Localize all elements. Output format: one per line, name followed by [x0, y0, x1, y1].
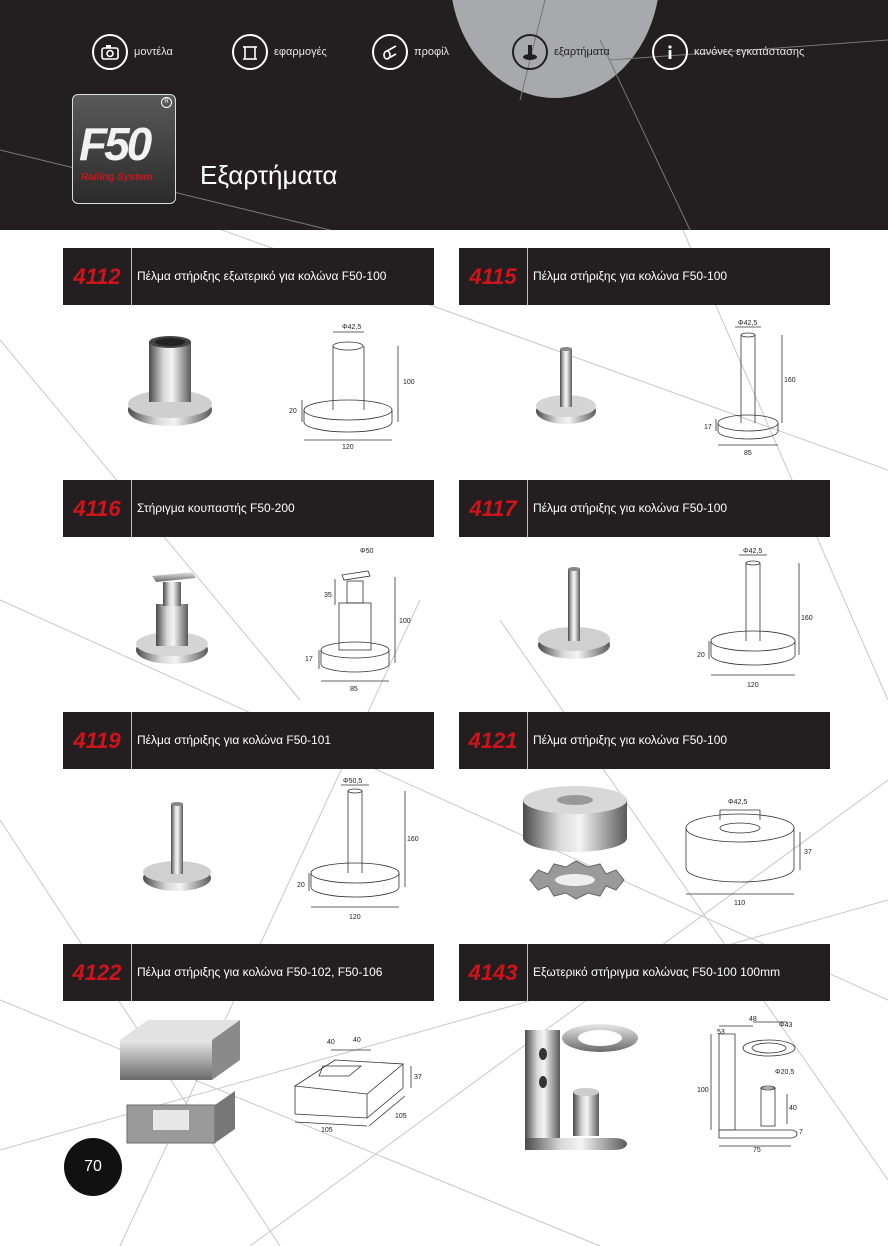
dimension-label: Φ42,5 — [342, 324, 362, 331]
product-photo-4112 — [125, 330, 225, 435]
product-header-4119 — [63, 712, 434, 769]
f50-logo — [72, 94, 176, 204]
product-code: 4121 — [459, 712, 528, 769]
dimension-label: Φ42,5 — [728, 799, 748, 806]
product-photo-4143 — [515, 1010, 645, 1160]
product-drawing-4117 — [695, 545, 815, 695]
product-title: Εξωτερικό στήριγμα κολώνας F50-100 100mm — [533, 965, 781, 979]
product-drawing-4122 — [285, 1030, 430, 1135]
dimension-label: 105 — [395, 1113, 407, 1120]
product-photo-4122 — [115, 1010, 245, 1155]
product-drawing-4119 — [295, 775, 420, 925]
dimension-label: 53 — [717, 1029, 725, 1036]
product-header-4117 — [459, 480, 830, 537]
dimension-label: 160 — [784, 377, 796, 384]
top-nav — [0, 30, 888, 74]
page-title: Εξαρτήματα — [200, 160, 338, 190]
dimension-label: 110 — [734, 900, 746, 907]
dimension-label: Φ50 — [360, 548, 374, 555]
product-drawing-4121 — [680, 790, 825, 910]
product-header-4116 — [63, 480, 434, 537]
nav-applications[interactable] — [232, 30, 327, 74]
logo-subtext: Railing System — [81, 172, 153, 183]
dimension-label: 37 — [804, 849, 812, 856]
product-code: 4117 — [459, 480, 528, 537]
product-title: Στήριγμα κουπαστής F50-200 — [137, 501, 295, 515]
nav-label: προφίλ — [414, 46, 450, 58]
product-code: 4112 — [63, 248, 132, 305]
nav-label: μοντέλα — [134, 46, 173, 58]
nav-profiles[interactable] — [372, 30, 449, 74]
dimension-label: 40 — [353, 1037, 361, 1044]
camera-icon — [92, 34, 128, 70]
fitting-icon — [512, 34, 548, 70]
nav-label: εφαρμογές — [274, 46, 327, 58]
dimension-label: Φ50,5 — [343, 778, 363, 785]
product-title: Πέλμα στήριξης για κολώνα F50-100 — [533, 501, 728, 515]
dimension-label: 40 — [327, 1039, 335, 1046]
dimension-label: 75 — [753, 1147, 761, 1152]
product-photo-4121 — [515, 780, 635, 920]
dimension-label: 120 — [349, 914, 361, 921]
product-title: Πέλμα στήριξης για κολώνα F50-102, F50-106 — [137, 965, 383, 979]
info-icon — [652, 34, 688, 70]
nav-label: εξαρτήματα — [554, 46, 610, 58]
logo-text: F50 — [79, 118, 150, 170]
product-drawing-4143 — [695, 1012, 815, 1152]
dimension-label: 48 — [749, 1016, 757, 1023]
registered-mark: R — [161, 97, 172, 108]
product-code: 4122 — [63, 944, 132, 1001]
nav-models[interactable] — [92, 30, 173, 74]
dimension-label: 85 — [350, 686, 358, 693]
railing-icon — [232, 34, 268, 70]
product-header-4121 — [459, 712, 830, 769]
dimension-label: 35 — [324, 592, 332, 599]
dimension-label: Φ42,5 — [743, 548, 763, 555]
product-code: 4115 — [459, 248, 528, 305]
product-photo-4117 — [530, 565, 625, 670]
product-title: Πέλμα στήριξης για κολώνα F50-100 — [533, 269, 728, 283]
profile-tube-icon — [372, 34, 408, 70]
dimension-label: 100 — [403, 379, 415, 386]
dimension-label: 20 — [697, 652, 705, 659]
page-header — [0, 0, 888, 230]
dimension-label: Φ42,5 — [738, 320, 758, 327]
dimension-label: 37 — [414, 1074, 422, 1081]
dimension-label: 40 — [789, 1105, 797, 1112]
product-code: 4143 — [459, 944, 528, 1001]
product-drawing-4115 — [700, 315, 810, 460]
nav-fittings[interactable] — [512, 30, 610, 74]
dimension-label: 100 — [697, 1087, 709, 1094]
product-photo-4116 — [130, 560, 220, 670]
page-number: 70 — [64, 1138, 122, 1196]
product-photo-4119 — [135, 800, 230, 900]
product-drawing-4112 — [285, 318, 425, 453]
dimension-label: 17 — [305, 656, 313, 663]
product-code: 4119 — [63, 712, 132, 769]
dimension-label: 120 — [342, 444, 354, 451]
product-header-4122 — [63, 944, 434, 1001]
product-header-4143 — [459, 944, 830, 1001]
dimension-label: 85 — [744, 450, 752, 457]
dimension-label: 105 — [321, 1127, 333, 1134]
product-photo-4115 — [530, 345, 610, 430]
nav-installation-rules[interactable] — [652, 30, 804, 74]
dimension-label: 160 — [801, 615, 813, 622]
product-drawing-4116 — [300, 545, 425, 695]
dimension-label: 120 — [747, 682, 759, 689]
product-title: Πέλμα στήριξης για κολώνα F50-101 — [137, 733, 332, 747]
dimension-label: Φ43 — [779, 1022, 793, 1029]
product-title: Πέλμα στήριξης εξωτερικό για κολώνα F50-100 — [137, 269, 387, 283]
dimension-label: 160 — [407, 836, 419, 843]
product-header-4112 — [63, 248, 434, 305]
dimension-label: 17 — [704, 424, 712, 431]
product-title: Πέλμα στήριξης για κολώνα F50-100 — [533, 733, 728, 747]
dimension-label: 100 — [399, 618, 411, 625]
dimension-label: Φ20,5 — [775, 1069, 795, 1076]
product-header-4115 — [459, 248, 830, 305]
product-code: 4116 — [63, 480, 132, 537]
dimension-label: 20 — [297, 882, 305, 889]
dimension-label: 20 — [289, 408, 297, 415]
nav-label: κανόνες εγκατάστασης — [694, 46, 805, 58]
dimension-label: 7 — [799, 1129, 803, 1136]
